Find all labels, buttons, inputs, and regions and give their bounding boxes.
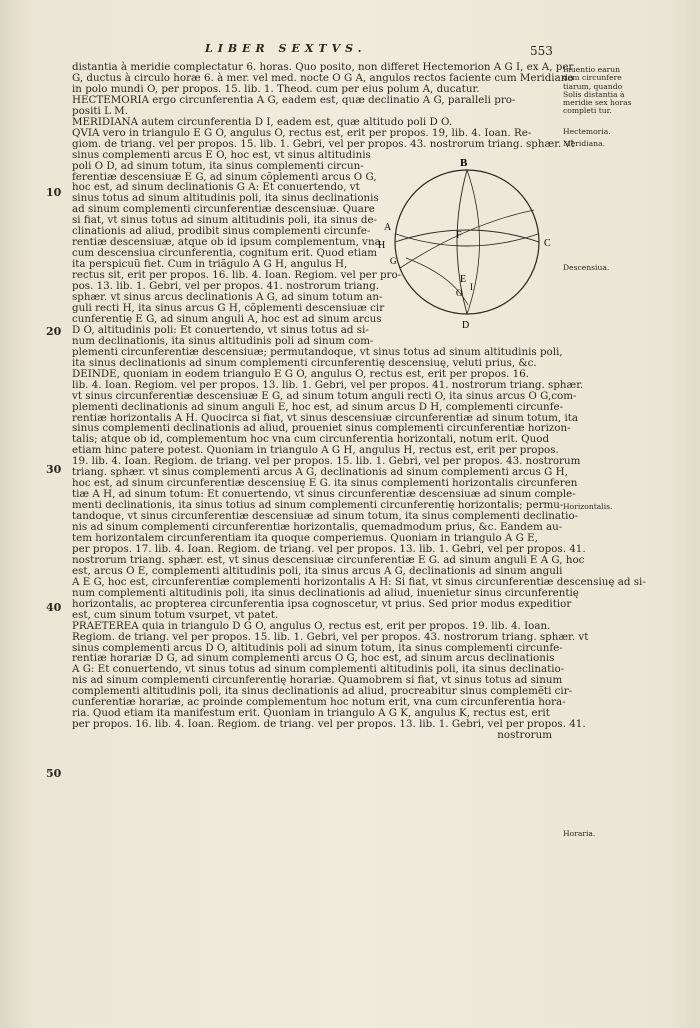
text-line: PRAETEREA quia in triangulo D G O, angulus O, rectus est, erit per propos. 19. lib. 4. Ioan. xyxy=(72,619,551,632)
text-line: num declinationis, ita sinus altitudinis poli ad sinum com- xyxy=(72,334,374,347)
text-line: sinus complementi arcus E O, hoc est, vt sinus altitudinis xyxy=(72,148,371,161)
parallel-arc xyxy=(400,210,534,268)
text-line: giom. de triang. vel per propos. 15. lib. 1. Gebri, vel per propos. 43. nostrorum triang. sphær. vt xyxy=(72,137,575,150)
text-line: DEINDE, quoniam in eodem triangulo E G O, angulus O, rectus est, erit per propos. 16. xyxy=(72,367,530,380)
text-line: A G: Et conuertendo, vt sinus totus ad sinum complementi altitudinis poli, ita sinus declinatio- xyxy=(72,663,565,676)
text-line: ita sinus declinationis ad sinum complementi circunferentię descensiuę, veluti prius, &c. xyxy=(72,356,537,369)
text-line: triang. sphær. vt sinus complementi arcus A G, declinationis ad sinum complementi arcus G H, xyxy=(72,466,568,479)
hour-circle-arc xyxy=(467,170,480,314)
text-line: tandoque, vt sinus circunferentiæ descensiuæ ad sinum totum, ita sinus complementi declinatio- xyxy=(72,510,579,523)
text-line: tiæ A H, ad sinum totum: Et conuertendo, vt sinus circunferentiæ descensiuæ ad sinum comple- xyxy=(72,488,576,501)
line-number-50: 50 xyxy=(46,767,62,780)
text-line: num complementi altitudinis poli, ita sinus declinationis ad aliud, inuenietur sinus circunferentię xyxy=(72,586,579,599)
margin-note-descensiua: Descensiua. xyxy=(563,263,610,272)
line-number-30: 30 xyxy=(46,463,62,476)
text-line: sinus complementi declinationis ad aliud, proueniet sinus complementi circunferentiæ horizon- xyxy=(72,422,571,435)
text-line: vt sinus circunferentiæ descensiuæ E G, ad sinum totum anguli recti O, ita sinus arcus O G,com- xyxy=(72,389,577,402)
text-line: ita perspicuũ fiet. Cum in triãgulo A G H, angulus H, xyxy=(72,258,348,271)
line-number-20: 20 xyxy=(46,325,62,338)
label-g: G xyxy=(390,255,397,266)
text-line: est, cum sinum totum vsurpet, vt patet. xyxy=(72,608,279,621)
text-line: Regiom. de triang. vel per propos. 15. lib. 1. Gebri, vel per propos. 43. nostrorum triang. sphær. vt xyxy=(72,630,589,643)
margin-note-meridiana: Meridiana. xyxy=(563,139,605,148)
text-line: 19. lib. 4. Ioan. Regiom. de triang. vel per propos. 15. lib. 1. Gebri, vel per propos. 43. nostrorum xyxy=(72,455,581,468)
label-b: B xyxy=(460,156,468,169)
text-line: sinus totus ad sinum altitudinis poli, ita sinus declinationis xyxy=(72,192,379,205)
text-line: lib. 4. Ioan. Regiom. vel per propos. 13. lib. 1. Gebri, vel per propos. 41. nostrorum triang. sphær. xyxy=(72,378,584,391)
text-line: complementi altitudinis poli, ita sinus declinationis ad aliud, procreabitur sinus complemẽti cir- xyxy=(72,685,573,698)
text-line: menti declinationis, ita sinus totius ad sinum complementi circunferentię horizontalis; permu- xyxy=(72,499,564,512)
label-d: D xyxy=(462,319,470,331)
text-line: rectus sit, erit per propos. 16. lib. 4. Ioan. Regiom. vel per pro- xyxy=(72,269,402,282)
text-line: sinus complementi arcus D O, altitudinis poli ad sinum totum, ita sinus complementi circunfe- xyxy=(72,641,563,654)
label-e: E xyxy=(460,273,467,285)
text-line: MERIDIANA autem circunferentia D I, eadem est, quæ altitudo poli D O. xyxy=(72,115,453,128)
label-o: O xyxy=(456,287,463,298)
text-line: si fiat, vt sinus totus ad sinum altitudinis poli, ita sinus de- xyxy=(72,214,378,227)
text-line: positi L M. xyxy=(72,104,128,117)
label-a: A xyxy=(384,221,392,233)
text-line: est, arcus O E, complementi altitudinis poli, ita sinus arcus A G, declinationis ad sinum anguli xyxy=(72,564,563,577)
catchword: nostrorum xyxy=(497,729,552,742)
label-c: C xyxy=(544,237,551,249)
text-line: horizontalis, ac propterea circunferentia ipsa cognoscetur, vt prius. Sed prior modus expeditior xyxy=(72,597,572,610)
text-line: ferentiæ descensiuæ E G, ad sinum cõplementi arcus O G, xyxy=(72,170,377,183)
figure-area xyxy=(72,150,556,347)
text-line: hoc est, ad sinum declinationis G A: Et conuertendo, vt xyxy=(72,181,360,194)
text-line: guli recti H, ita sinus arcus G H, cõplementi descensiuæ cir xyxy=(72,301,385,314)
text-line: talis; atque ob id, complementum hoc vna cum circunferentia horizontali, notum erit. Quod xyxy=(72,433,550,446)
text-line: tem horizontalem circunferentiam ita quoque comperiemus. Quoniam in triangulo A G E, xyxy=(72,531,538,544)
text-line: per propos. 16. lib. 4. Ioan. Regiom. de triang. vel per propos. 13. lib. 1. Gebri, vel per propos. 41. xyxy=(72,718,586,731)
text-line: G, ductus à circulo horæ 6. à mer. vel med. nocte O G A, angulos rectos faciente cum Meridiano xyxy=(72,71,574,84)
text-line: cunferentiæ horariæ, ac proinde complementum hoc notum erit, vna cum circunferentia hora- xyxy=(72,696,566,709)
label-i: I xyxy=(470,281,473,292)
text-line: ad sinum complementi circunferentiæ descensiuæ. Quare xyxy=(72,203,375,216)
text-line: QVIA vero in triangulo E G O, angulus O, rectus est, erit per propos. 19, lib. 4. Ioan. Re- xyxy=(72,126,532,139)
margin-note-horaria: Horaria. xyxy=(563,829,596,838)
text-line: plementi declinationis ad sinum anguli E, hoc est, ad sinum arcus D H, complementi circunfe- xyxy=(72,400,564,413)
text-line: hoc est, ad sinum circunferentiæ descensiuę E G. ita sinus complementi horizontalis circunferen xyxy=(72,477,578,490)
text-line: plementi circunferentiæ descensiuæ; permutandoque, vt sinus totus ad sinum altitudinis poli, xyxy=(72,345,563,358)
text-line: rentiæ horariæ D G, ad sinum complementi arcus O G, hoc est, ad sinum arcus declinationis xyxy=(72,652,555,665)
text-line: cunferentię E G, ad sinum anguli A, hoc est ad sinum arcus xyxy=(72,312,382,325)
meridian-circle xyxy=(395,170,539,314)
text-line: rentiæ horizontalis A H. Quocirca si fiat, vt sinus descensiuæ circunferentiæ ad sinum totum, ita xyxy=(72,411,579,424)
text-line: nostrorum triang. sphær. est, vt sinus descensiuæ circunferentiæ E G. ad sinum anguli E A G, hoc xyxy=(72,553,585,566)
text-line: D O, altitudinis poli: Et conuertendo, vt sinus totus ad si- xyxy=(72,323,369,336)
text-line: clinationis ad aliud, prodibit sinus complementi circunfe- xyxy=(72,225,371,238)
margin-note-horizontalis: Horizontalis. xyxy=(563,502,613,511)
label-f: F xyxy=(456,229,462,241)
top-text-block xyxy=(72,61,575,150)
text-line: ria. Quod etiam ita manifestum erit. Quoniam in triangulo A G K, angulus K, rectus est, erit xyxy=(72,707,550,720)
text-line: nis ad sinum complementi circunferentię horariæ. Quamobrem si fiat, vt sinus totus ad sinum xyxy=(72,674,563,687)
bottom-text-block xyxy=(72,345,646,731)
page-number: 553 xyxy=(530,44,553,58)
text-line: HECTEMORIA ergo circunferentia A G, eadem est, quæ declinatio A G, paralleli pro- xyxy=(72,93,516,106)
text-line: rentiæ descensiuæ, atque ob id ipsum complementum, vna xyxy=(72,236,381,249)
text-line: in polo mundi O, per propos. 15. lib. 1. Theod. cum per eius polum A, ducatur. xyxy=(72,82,480,95)
text-line: distantia à meridie complectatur 6. horas. Quo posito, non differet Hectemorion A G I, ex A, per xyxy=(72,61,574,73)
text-line: cum descensiua circunferentia, cognitum erit. Quod etiam xyxy=(72,247,378,260)
text-line: etiam hinc patere potest. Quoniam in triangulo A G H, angulus H, rectus est, erit per propos. xyxy=(72,444,559,457)
text-line: poli O D, ad sinum totum, ita sinus complementi circun- xyxy=(72,159,364,172)
text-beside-figure xyxy=(72,148,402,347)
margin-note-hectemoria: Hectemoria. xyxy=(563,127,611,136)
margin-note-inventio: Inuentio earun dem circunfere tiarum, quando Solis distantia à meridie sex horas completi tur. xyxy=(563,65,632,116)
text-line: nis ad sinum complementi circunferentiæ horizontalis, quemadmodum prius, &c. Eandem au- xyxy=(72,521,563,534)
text-line: pos. 13. lib. 1. Gebri, vel per propos. 41. nostrorum triang. xyxy=(72,280,380,293)
line-number-10: 10 xyxy=(46,186,62,199)
label-h: H xyxy=(378,239,386,251)
sphere-diagram xyxy=(372,150,562,330)
text-line: A E G, hoc est, circunferentiæ complementi horizontalis A H: Si fiat, vt sinus circunferentiæ descensiuę ad si- xyxy=(72,575,646,588)
line-number-40: 40 xyxy=(46,601,62,614)
text-line: sphær. vt sinus arcus declinationis A G, ad sinum totum an- xyxy=(72,291,383,304)
running-head: LIBER SEXTVS. xyxy=(205,42,367,55)
text-line: per propos. 17. lib. 4. Ioan. Regiom. de triang. vel per propos. 13. lib. 1. Gebri, vel per propos. 41. xyxy=(72,542,586,555)
